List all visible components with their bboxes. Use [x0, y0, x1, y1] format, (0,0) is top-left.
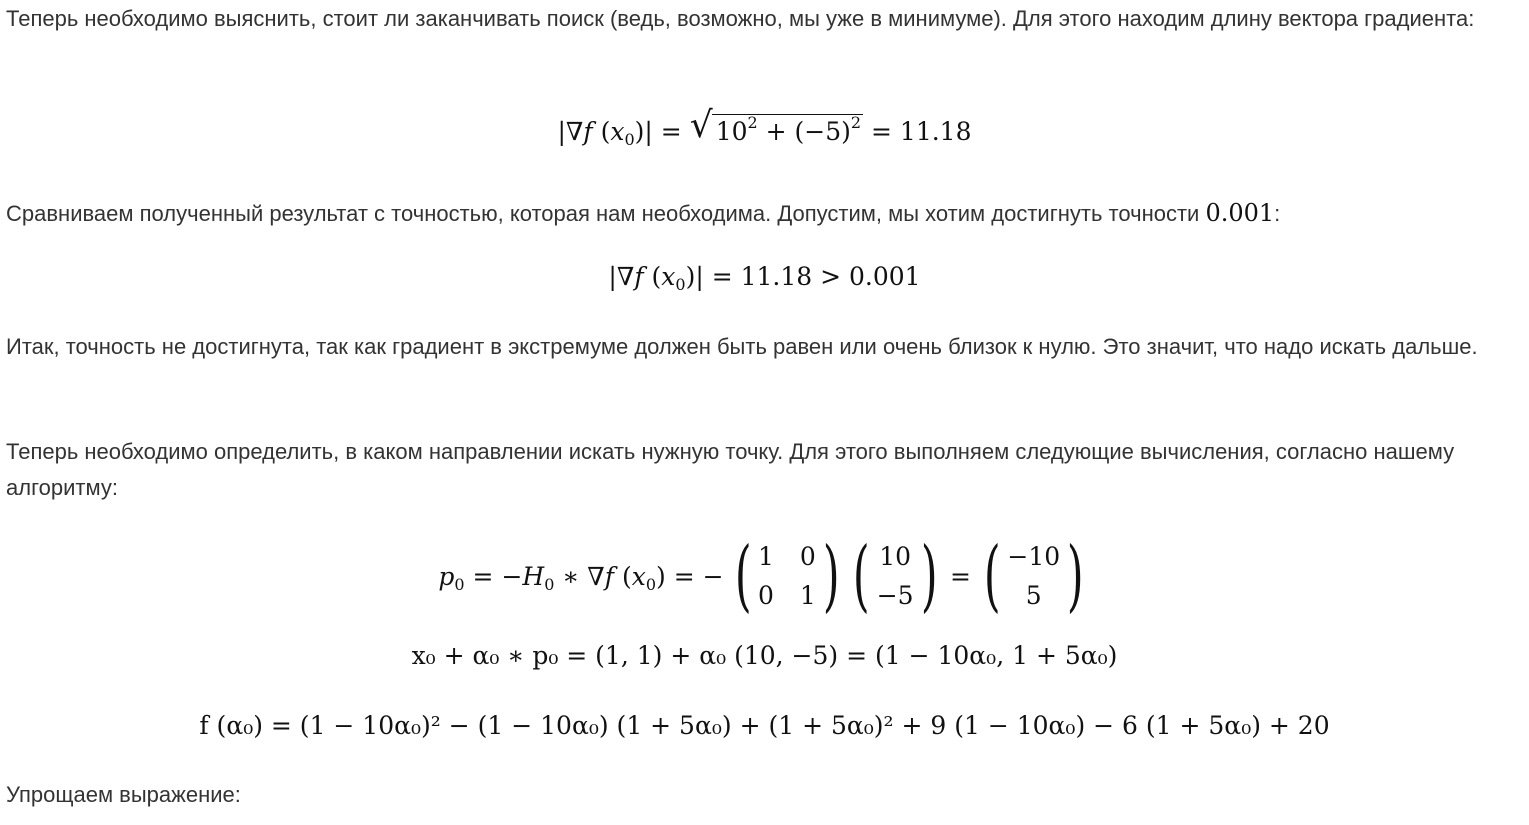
hessian-matrix: ( 1 0 0 1 ): [734, 531, 840, 621]
paragraph-simplify: Упрощаем выражение:: [6, 782, 241, 807]
formula-function-alpha: f (α₀) = (1 − 10α₀)² − (1 − 10α₀) (1 + 5α₀) + (1 + 5α₀)² + 9 (1 − 10α₀) − 6 (1 + 5α₀) + 20: [199, 711, 1330, 740]
paragraph-accuracy-compare: Сравниваем полученный результат с точностью, которая нам необходима. Допустим, мы хотим достигнуть точности 0.001:: [6, 199, 1281, 227]
square-root: √ $10^2 + (-5)^2$: [689, 105, 862, 146]
gradient-vector: ( 10 −5 ): [853, 531, 938, 621]
paragraph-gradient-length: Теперь необходимо выяснить, стоит ли заканчивать поиск (ведь, возможно, мы уже в минимуме). Для этого находим длину вектора градиента:: [6, 6, 1475, 31]
accuracy-value: 0.001: [1205, 199, 1275, 227]
formula-gradient-norm: |∇f $(x_0)|$ = √ $10^2 + (-5)^2 = 11.18$: [557, 105, 972, 149]
paragraph-not-reached: Итак, точность не достигнута, так как градиент в экстремуме должен быть равен или очень близок к нулю. Это значит, что надо искать дальше.: [6, 334, 1478, 359]
radical-sign-icon: √: [689, 105, 713, 146]
formula-direction: $p_0 = -H_0$ ∗ ∇f $(x_0)$ = − ( 1 0 0 1 ) ( 10 −5 ) = ( −10 5 ): [0, 528, 1529, 624]
paragraph-direction: Теперь необходимо определить, в каком направлении искать нужную точку. Для этого выполняем следующие вычисления, согласно нашему алгоритму:: [6, 439, 1455, 500]
direction-vector: ( −10 5 ): [983, 531, 1084, 621]
formula-compare: |∇f $(x_0)| = 11.18 > 0.001$: [608, 262, 921, 294]
formula-new-point: x₀ + α₀ ∗ p₀ = (1, 1) + α₀ (10, −5) = (1 − 10α₀, 1 + 5α₀): [411, 641, 1118, 670]
